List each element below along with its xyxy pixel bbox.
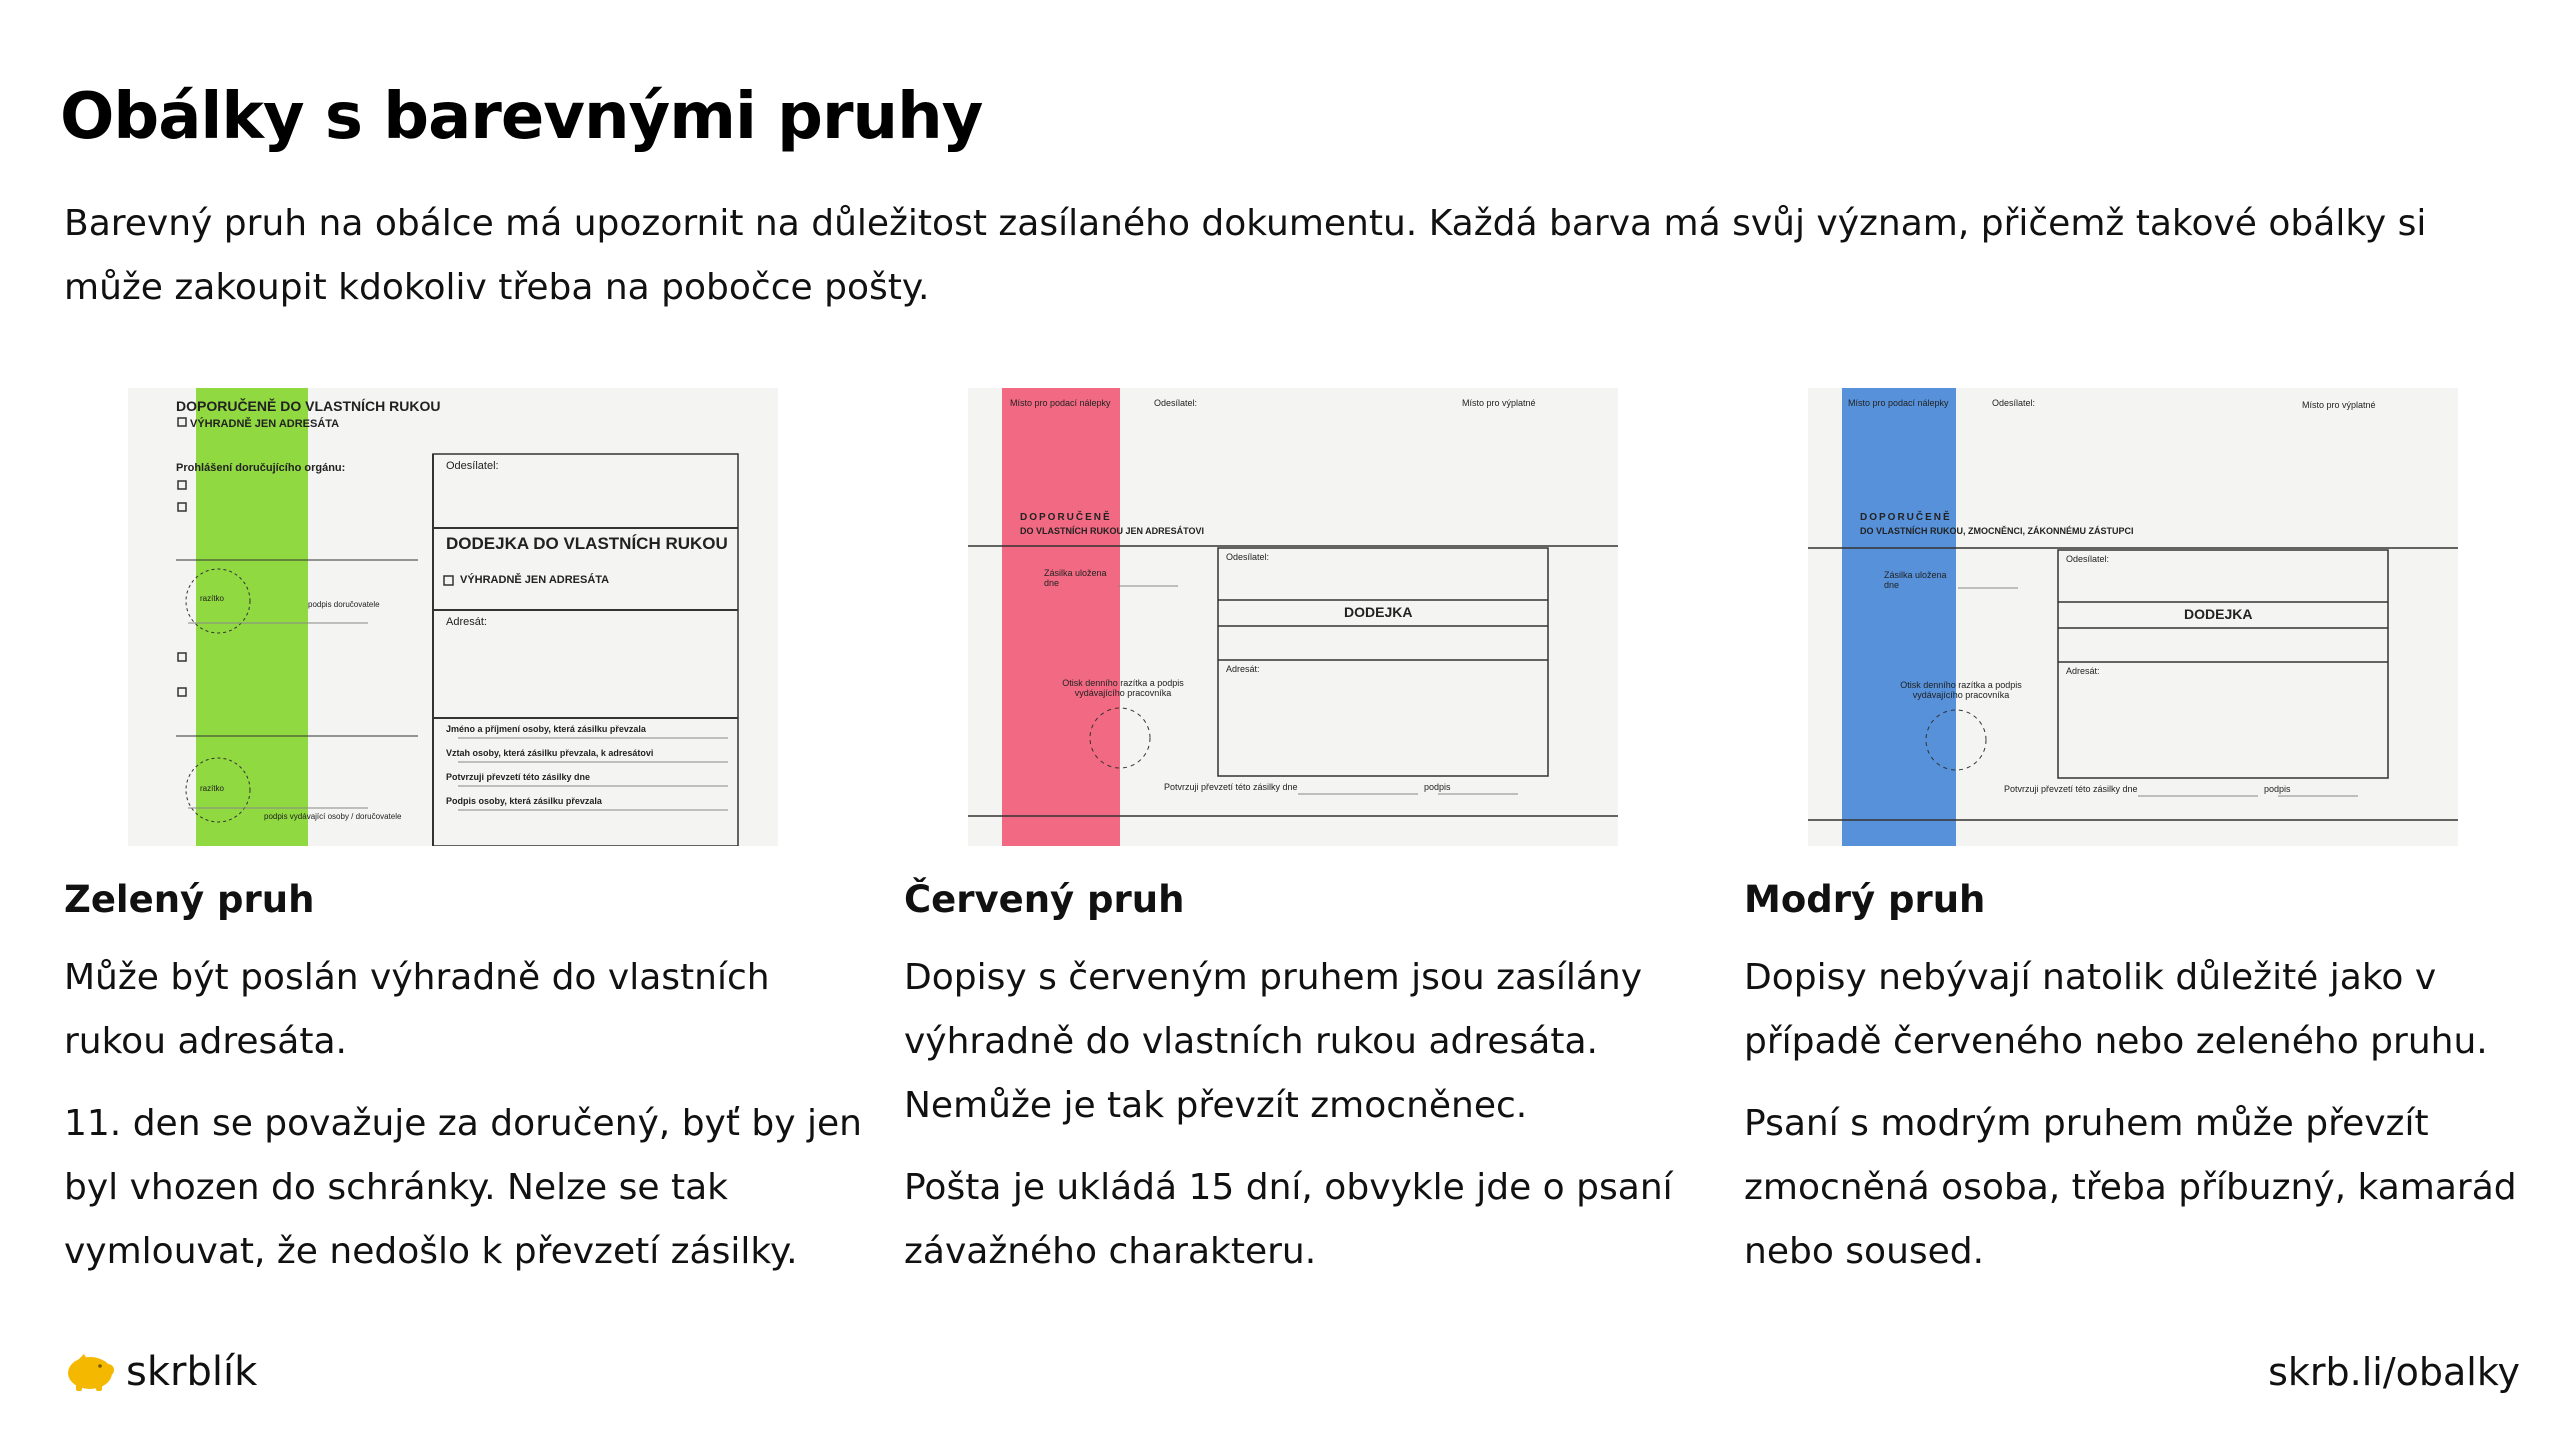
env-green-line2: Vztah osoby, která zásilku převzala, k adresátovi — [446, 748, 654, 758]
env-blue-stored: Zásilka uložena dne — [1884, 570, 1947, 590]
red-paragraph-2: Pošta je ukládá 15 dní, obvykle jde o psaní závažného charakteru. — [904, 1167, 1673, 1272]
env-blue-top1: Místo pro podací nálepky — [1848, 398, 1949, 408]
env-blue-confirm: Potvrzuji převzetí této zásilky dne — [2004, 784, 2138, 794]
env-green-dodejka-sub: VÝHRADNĚ JEN ADRESÁTA — [460, 574, 610, 586]
skrblik-logo[interactable] — [64, 1348, 257, 1396]
env-green-dodejka: DODEJKA DO VLASTNÍCH RUKOU — [446, 534, 728, 553]
env-green-sub: VÝHRADNĚ JEN ADRESÁTA — [190, 418, 340, 430]
env-red-sign: podpis — [1424, 782, 1451, 792]
envelope-green-image — [128, 388, 778, 846]
env-red-confirm: Potvrzuji převzetí této zásilky dne — [1164, 782, 1298, 792]
env-blue-addressee: Adresát: — [2066, 666, 2100, 676]
blue-paragraph-1: Dopisy nebývají natolik důležité jako v případě červeného nebo zeleného pruhu. — [1744, 957, 2488, 1062]
env-blue-dodejka: DODEJKA — [2184, 606, 2253, 622]
env-green-stamp2: razítko — [200, 784, 225, 793]
env-blue-stamp: Otisk denního razítka a podpis vydávajícího pracovníka — [1900, 680, 2022, 700]
column-green — [64, 388, 864, 1284]
env-red-addressee: Adresát: — [1226, 664, 1260, 674]
env-green-line4: Podpis osoby, která zásilku převzala — [446, 796, 602, 806]
env-blue-sender: Odesílatel: — [2066, 554, 2110, 564]
env-green-line3: Potvrzuji převzetí této zásilky dne — [446, 772, 591, 782]
red-paragraph-1: Dopisy s červeným pruhem jsou zasílány výhradně do vlastních rukou adresáta. Nemůže je tak převzít zmocněnec. — [904, 957, 1643, 1126]
env-green-sign1: podpis doručovatele — [308, 600, 380, 609]
env-green-addressee: Adresát: — [446, 616, 487, 628]
env-blue-sub: DO VLASTNÍCH RUKOU, ZMOCNĚNCI, ZÁKONNÉMU ZÁSTUPCI — [1860, 526, 2134, 536]
env-red-stamp: Otisk denního razítka a podpis vydávajícího pracovníka — [1062, 678, 1184, 698]
env-green-sign2: podpis vydávající osoby / doručovatele — [264, 812, 402, 821]
blue-paragraph-2: Psaní s modrým pruhem může převzít zmocněná osoba, třeba příbuzný, kamarád nebo soused. — [1744, 1103, 2517, 1272]
env-green-sender: Odesílatel: — [446, 460, 499, 472]
env-red-top3: Místo pro výplatné — [1462, 398, 1536, 408]
env-red-header: DOPORUČENĚ — [1020, 512, 1112, 523]
env-green-stamp1: razítko — [200, 594, 225, 603]
envelope-red-lines — [968, 388, 1618, 846]
column-blue — [1744, 388, 2544, 1284]
env-red-sender: Odesílatel: — [1226, 552, 1270, 562]
blue-heading: Modrý pruh — [1744, 878, 1986, 921]
column-red — [904, 388, 1704, 1284]
intro-text: Barevný pruh na obálce má upozornit na důležitost zasílaného dokumentu. Každá barva má svůj význam, přičemž takové obálky si může zakoupit kdokoliv třeba na pobočce pošty. — [64, 203, 2427, 308]
env-red-stored: Zásilka uložena dne — [1044, 568, 1107, 588]
env-red-top2: Odesílatel: — [1154, 398, 1198, 408]
green-heading: Zelený pruh — [64, 878, 315, 921]
piggy-bank-icon — [64, 1348, 116, 1396]
env-green-line1: Jméno a příjmení osoby, která zásilku převzala — [446, 724, 646, 734]
env-blue-top3: Místo pro výplatné — [2302, 400, 2376, 410]
logo-text: skrblík — [126, 1349, 258, 1395]
env-green-header: DOPORUČENĚ DO VLASTNÍCH RUKOU — [176, 398, 441, 414]
green-paragraph-2: 11. den se považuje za doručený, byť by jen byl vhozen do schránky. Nelze se tak vymlouvat, že nedošlo k převzetí zásilky. — [64, 1103, 862, 1272]
envelope-red-image — [968, 388, 1618, 846]
footer-url-link[interactable]: skrb.li/obalky — [2268, 1350, 2520, 1394]
env-red-dodejka: DODEJKA — [1344, 604, 1413, 620]
envelope-blue-lines — [1808, 388, 2458, 846]
red-heading: Červený pruh — [904, 878, 1185, 921]
env-red-top1: Místo pro podací nálepky — [1010, 398, 1111, 408]
page-title: Obálky s barevnými pruhy — [60, 80, 983, 154]
env-red-sub: DO VLASTNÍCH RUKOU JEN ADRESÁTOVI — [1020, 526, 1205, 536]
env-blue-header: DOPORUČENĚ — [1860, 512, 1952, 523]
env-blue-sign: podpis — [2264, 784, 2291, 794]
env-green-declaration: Prohlášení doručujícího orgánu: — [176, 462, 346, 474]
env-blue-top2: Odesílatel: — [1992, 398, 2036, 408]
green-paragraph-1: Může být poslán výhradně do vlastních rukou adresáta. — [64, 957, 770, 1062]
envelope-blue-image — [1808, 388, 2458, 846]
